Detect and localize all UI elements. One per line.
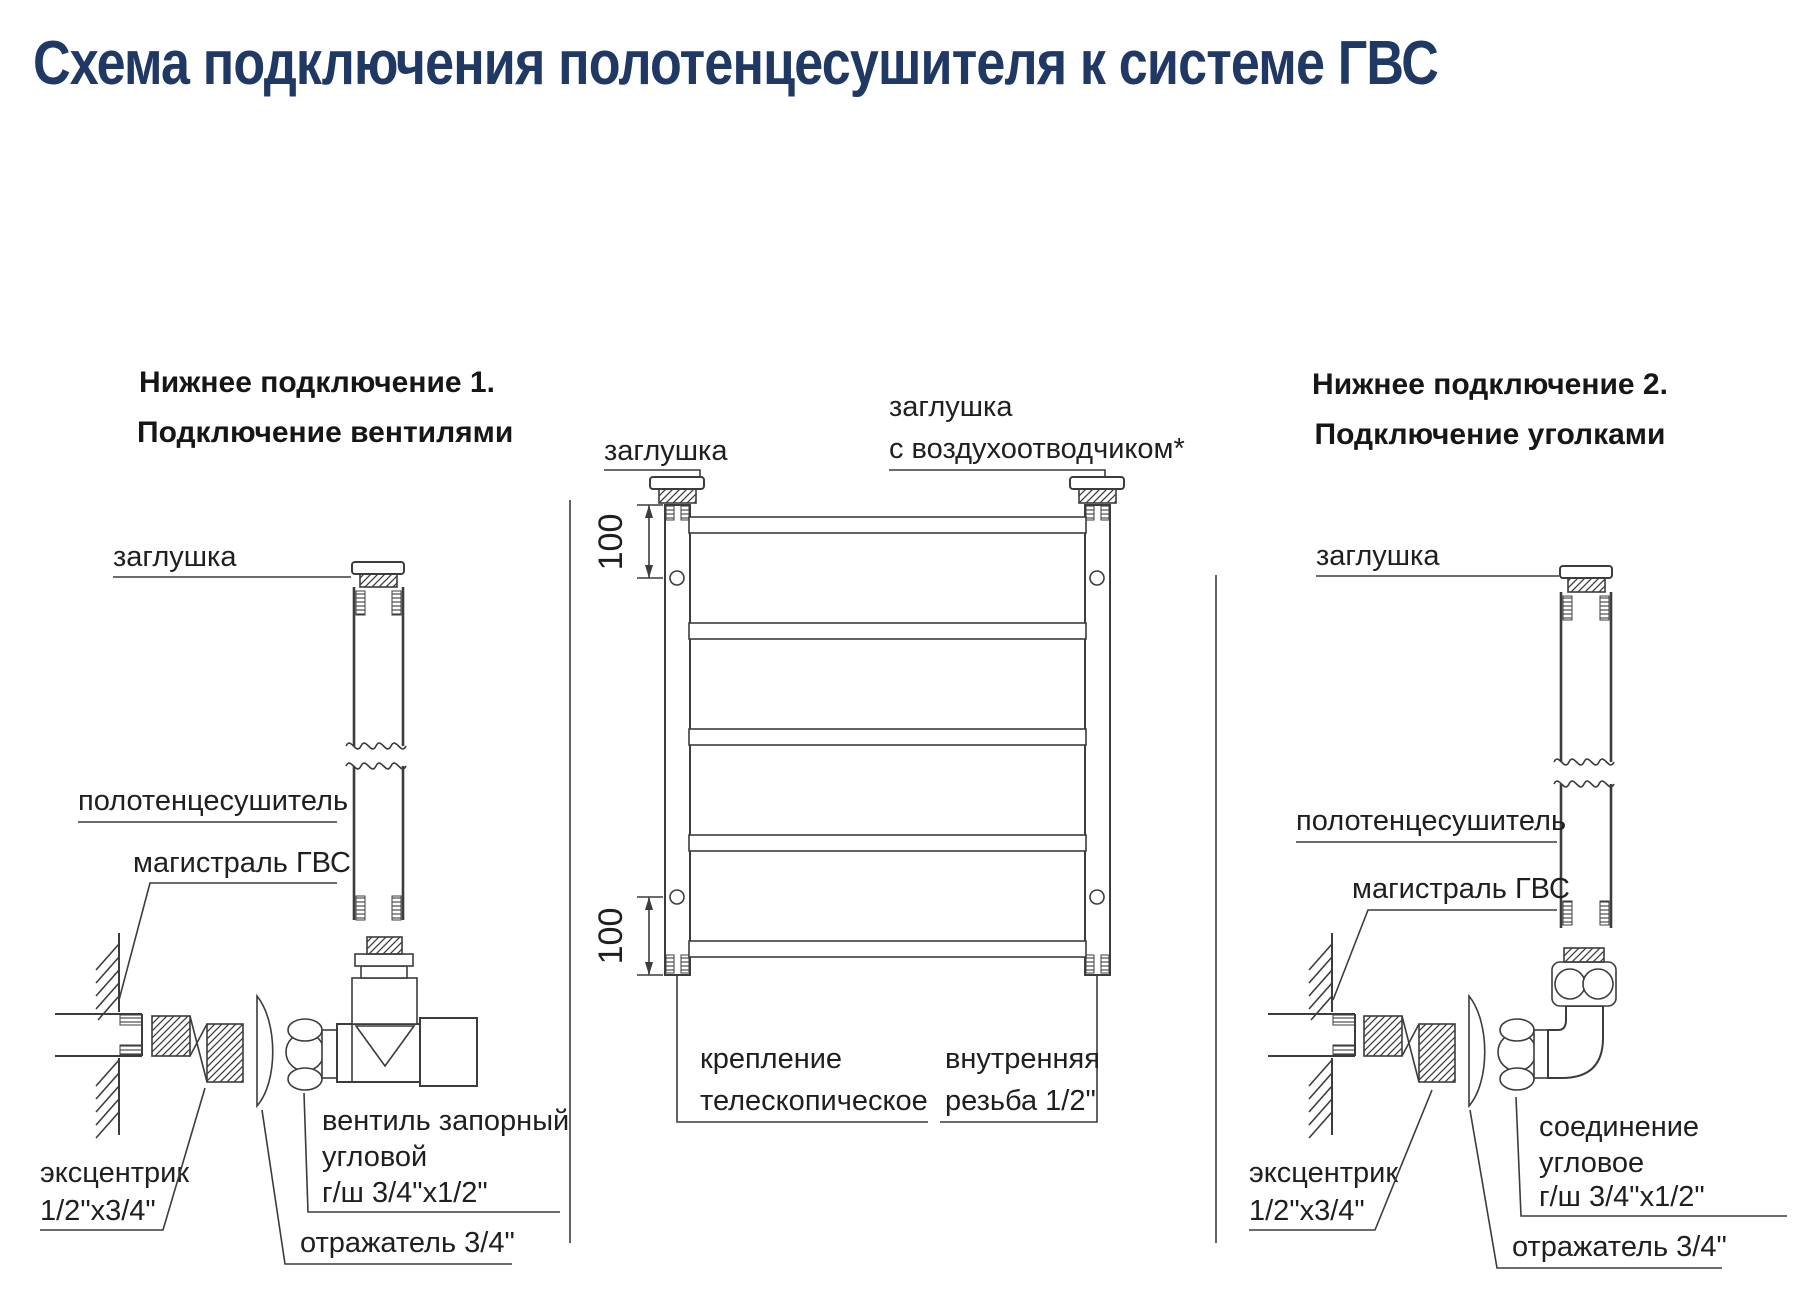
middle-thread-label-1: внутренняя — [945, 1043, 1100, 1075]
left-diagram — [40, 500, 570, 1264]
left-valve-label-3: г/ш 3/4"x1/2" — [322, 1177, 488, 1209]
left-reflector — [257, 996, 273, 1106]
left-section-heading-1: Нижнее подключение 1. — [139, 366, 495, 399]
left-main-leader — [119, 883, 337, 1000]
middle-mount-label-2: телескопическое — [700, 1085, 928, 1117]
left-eccentric-fitting — [152, 1016, 243, 1082]
right-union-nut — [1498, 1019, 1536, 1090]
middle-airplug-leader — [889, 470, 1105, 477]
right-towel-rail-label: полотенцесушитель — [1296, 805, 1567, 837]
right-main-leader — [1333, 910, 1557, 1000]
left-towel-rail-label: полотенцесушитель — [78, 785, 349, 817]
mount-hole — [1090, 890, 1104, 904]
right-diagram — [1216, 540, 1787, 1268]
pipe-break-wave — [1554, 781, 1614, 787]
middle-diagram — [592, 391, 1185, 1122]
left-angle-valve — [322, 937, 477, 1086]
dim-bottom-value: 100 — [592, 907, 630, 965]
right-plug-label: заглушка — [1316, 540, 1440, 572]
right-union-label-1: соединение — [1539, 1111, 1700, 1143]
middle-plug-label: заглушка — [604, 435, 728, 467]
left-main-label: магистраль ГВС — [133, 847, 351, 879]
right-reflector — [1469, 996, 1485, 1106]
left-valve-label-1: вентиль запорный — [322, 1105, 570, 1137]
right-eccentric-label-1: эксцентрик — [1249, 1157, 1399, 1189]
middle-airplug-label-2: с воздухоотводчиком* — [889, 433, 1185, 465]
middle-thread-label-2: резьба 1/2" — [945, 1085, 1096, 1117]
left-eccentric-label-2: 1/2"x3/4" — [40, 1195, 156, 1227]
right-union-label-2: угловое — [1539, 1147, 1645, 1179]
dim-top-value: 100 — [592, 513, 630, 571]
right-plug-cap — [1560, 566, 1612, 592]
ladder-left-cap — [650, 477, 704, 503]
middle-airplug-label-1: заглушка — [889, 391, 1013, 423]
mount-hole — [670, 890, 684, 904]
dimension-bottom-100 — [592, 897, 663, 975]
ladder-right-cap — [1070, 477, 1124, 503]
left-wall — [96, 933, 119, 1138]
mount-hole — [1090, 571, 1104, 585]
left-plug-label: заглушка — [113, 541, 237, 573]
page-title: Схема подключения полотенцесушителя к системе ГВС — [33, 29, 1438, 98]
right-section-heading-2: Подключение уголками — [1314, 418, 1666, 451]
middle-mount-label-1: крепление — [700, 1043, 843, 1075]
middle-plug-leader — [604, 470, 700, 477]
left-towel-rail-pipe — [346, 587, 406, 920]
ladder-rungs — [689, 517, 1086, 957]
pipe-break-wave — [1554, 759, 1614, 765]
right-union-label-3: г/ш 3/4"x1/2" — [1539, 1181, 1705, 1213]
left-section-heading-2: Подключение вентилями — [137, 416, 514, 449]
left-union-nut — [286, 1019, 324, 1090]
left-eccentric-label-1: эксцентрик — [40, 1157, 190, 1189]
left-valve-label-2: угловой — [322, 1141, 428, 1173]
mount-hole — [670, 571, 684, 585]
right-eccentric-label-2: 1/2"x3/4" — [1249, 1195, 1365, 1227]
dimension-top-100 — [592, 505, 663, 578]
left-plug-cap — [352, 562, 404, 587]
right-elbow-fitting — [1534, 948, 1616, 1078]
left-reflector-label: отражатель 3/4" — [300, 1227, 515, 1259]
right-section-heading-1: Нижнее подключение 2. — [1312, 368, 1668, 401]
right-reflector-label: отражатель 3/4" — [1512, 1231, 1727, 1263]
right-eccentric-fitting — [1364, 1016, 1455, 1082]
right-main-label: магистраль ГВС — [1352, 873, 1570, 905]
right-wall — [1309, 933, 1332, 1138]
